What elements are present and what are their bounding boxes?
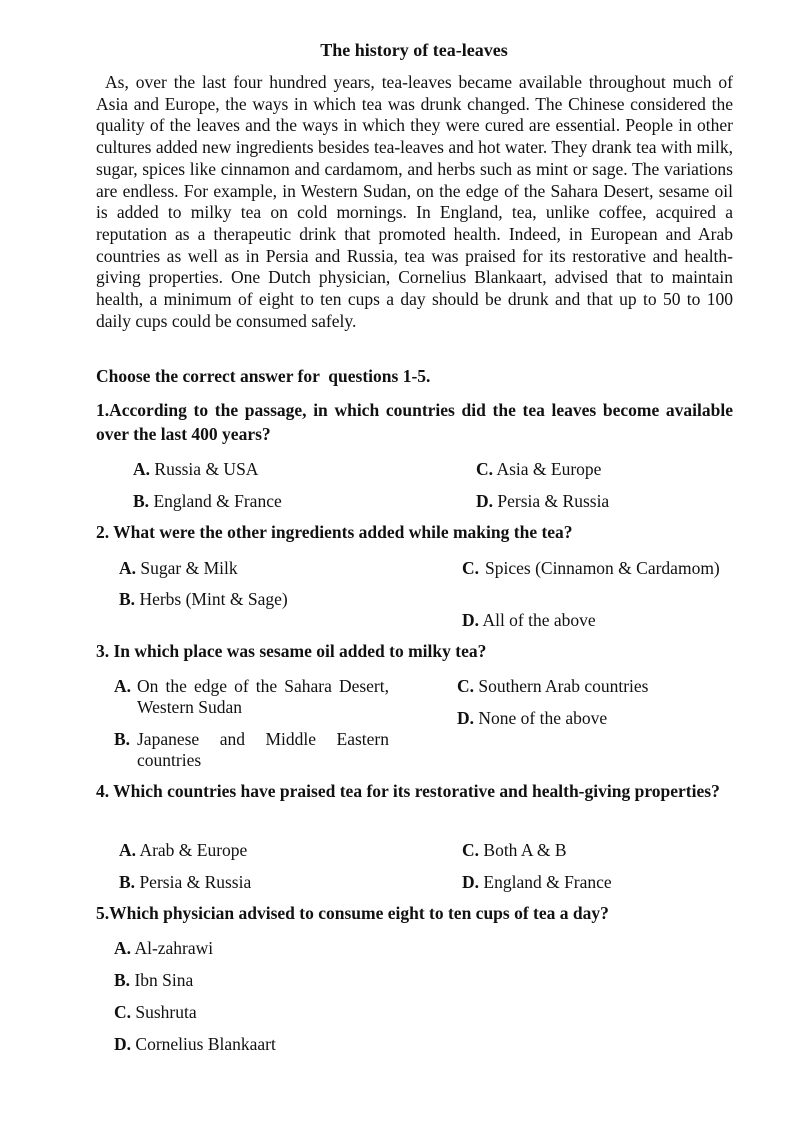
option-letter: D. — [462, 872, 480, 892]
option-text: England & France — [153, 491, 282, 511]
option-text: Spices (Cinnamon & Cardamom) — [485, 558, 720, 578]
option-text: Persia & Russia — [497, 491, 610, 511]
option-letter: D. — [462, 610, 480, 630]
option-text: Al-zahrawi — [134, 938, 214, 958]
question-1-option-a — [133, 459, 433, 480]
option-text: Sushruta — [135, 1002, 197, 1022]
option-text: On the edge of the Sahara Desert, Western Sudan — [137, 676, 389, 717]
option-letter: C. — [114, 1002, 132, 1022]
option-letter: B. — [114, 729, 131, 749]
question-2-option-b — [119, 589, 419, 610]
question-4-option-c — [462, 840, 733, 861]
option-letter: C. — [462, 558, 480, 578]
question-1-option-d — [476, 491, 733, 512]
reading-passage: As, over the last four hundred years, tea-leaves became available throughout much of Asia and Europe, the ways in which tea was drunk changed. The Chinese considered the quality of the leaves and the ways in which they were cured are essential. People in other cultures added new ingredients besides tea-leaves and hot water. They drank tea with milk, sugar, spices like cinnamon and cardamom, and herbs such as mint or sage. The variations are endless. For example, in Western Sudan, on the edge of the Sahara Desert, sesame oil is added to milky tea on cold mornings. In England, tea, unlike coffee, acquired a reputation as a therapeutic drink that promoted health. Indeed, in European and Arab countries as well as in Persia and Russia, tea was praised for its restorative and health-giving properties. One Dutch physician, Cornelius Blankaart, advised that to maintain health, a minimum of eight to ten cups a day should be drunk and that up to 50 to 100 daily cups could be consumed safely. — [96, 72, 733, 331]
question-5-option-c — [114, 1002, 514, 1023]
question-5-option-b — [114, 970, 514, 991]
option-letter: A. — [114, 938, 132, 958]
question-2-option-a — [119, 558, 419, 579]
option-text: Ibn Sina — [134, 970, 194, 990]
option-letter: B. — [114, 970, 131, 990]
option-text: Sugar & Milk — [140, 558, 238, 578]
option-text: Both A & B — [483, 840, 567, 860]
option-letter: B. — [119, 872, 136, 892]
question-5-option-a — [114, 938, 514, 959]
option-text: England & France — [483, 872, 612, 892]
option-letter: B. — [133, 491, 150, 511]
question-3-option-c — [457, 676, 733, 697]
option-text: Japanese and Middle Eastern countries — [137, 729, 389, 770]
option-letter: D. — [114, 1034, 132, 1054]
option-letter: D. — [476, 491, 494, 511]
question-5-option-d — [114, 1034, 514, 1055]
option-letter: A. — [119, 558, 137, 578]
question-2-option-c — [462, 558, 733, 579]
option-letter: D. — [457, 708, 475, 728]
option-text: Southern Arab countries — [478, 676, 649, 696]
option-letter: C. — [462, 840, 480, 860]
question-4: 4. Which countries have praised tea for its restorative and health-giving properties? — [96, 781, 720, 801]
question-2: 2. What were the other ingredients added while making the tea? — [96, 522, 573, 542]
question-3: 3. In which place was sesame oil added to milky tea? — [96, 641, 487, 661]
option-text: Persia & Russia — [139, 872, 252, 892]
question-1-option-c — [476, 459, 733, 480]
question-1-option-b — [133, 491, 433, 512]
option-letter: A. — [119, 840, 137, 860]
option-text: Arab & Europe — [139, 840, 248, 860]
option-text: All of the above — [482, 610, 596, 630]
option-letter: B. — [119, 589, 136, 609]
question-3-option-b — [114, 729, 389, 770]
option-text: Cornelius Blankaart — [135, 1034, 276, 1054]
question-2-option-d — [462, 610, 733, 631]
question-4-option-d — [462, 872, 733, 893]
question-4-option-b — [119, 872, 419, 893]
option-letter: A. — [133, 459, 151, 479]
question-3-option-a — [114, 676, 389, 717]
question-5: 5.Which physician advised to consume eight to ten cups of tea a day? — [96, 903, 609, 923]
question-4-option-a — [119, 840, 419, 861]
option-letter: C. — [457, 676, 475, 696]
question-3-option-d — [457, 708, 733, 729]
option-text: None of the above — [478, 708, 608, 728]
question-1: 1.According to the passage, in which countries did the tea leaves become available over the last 400 years? — [96, 400, 733, 444]
option-text: Herbs (Mint & Sage) — [139, 589, 288, 609]
instruction-heading: Choose the correct answer for questions 1-5. — [96, 366, 431, 386]
option-text: Russia & USA — [154, 459, 259, 479]
option-text: Asia & Europe — [496, 459, 602, 479]
option-letter: C. — [476, 459, 494, 479]
document-title: The history of tea-leaves — [320, 40, 508, 60]
option-letter: A. — [114, 676, 132, 696]
